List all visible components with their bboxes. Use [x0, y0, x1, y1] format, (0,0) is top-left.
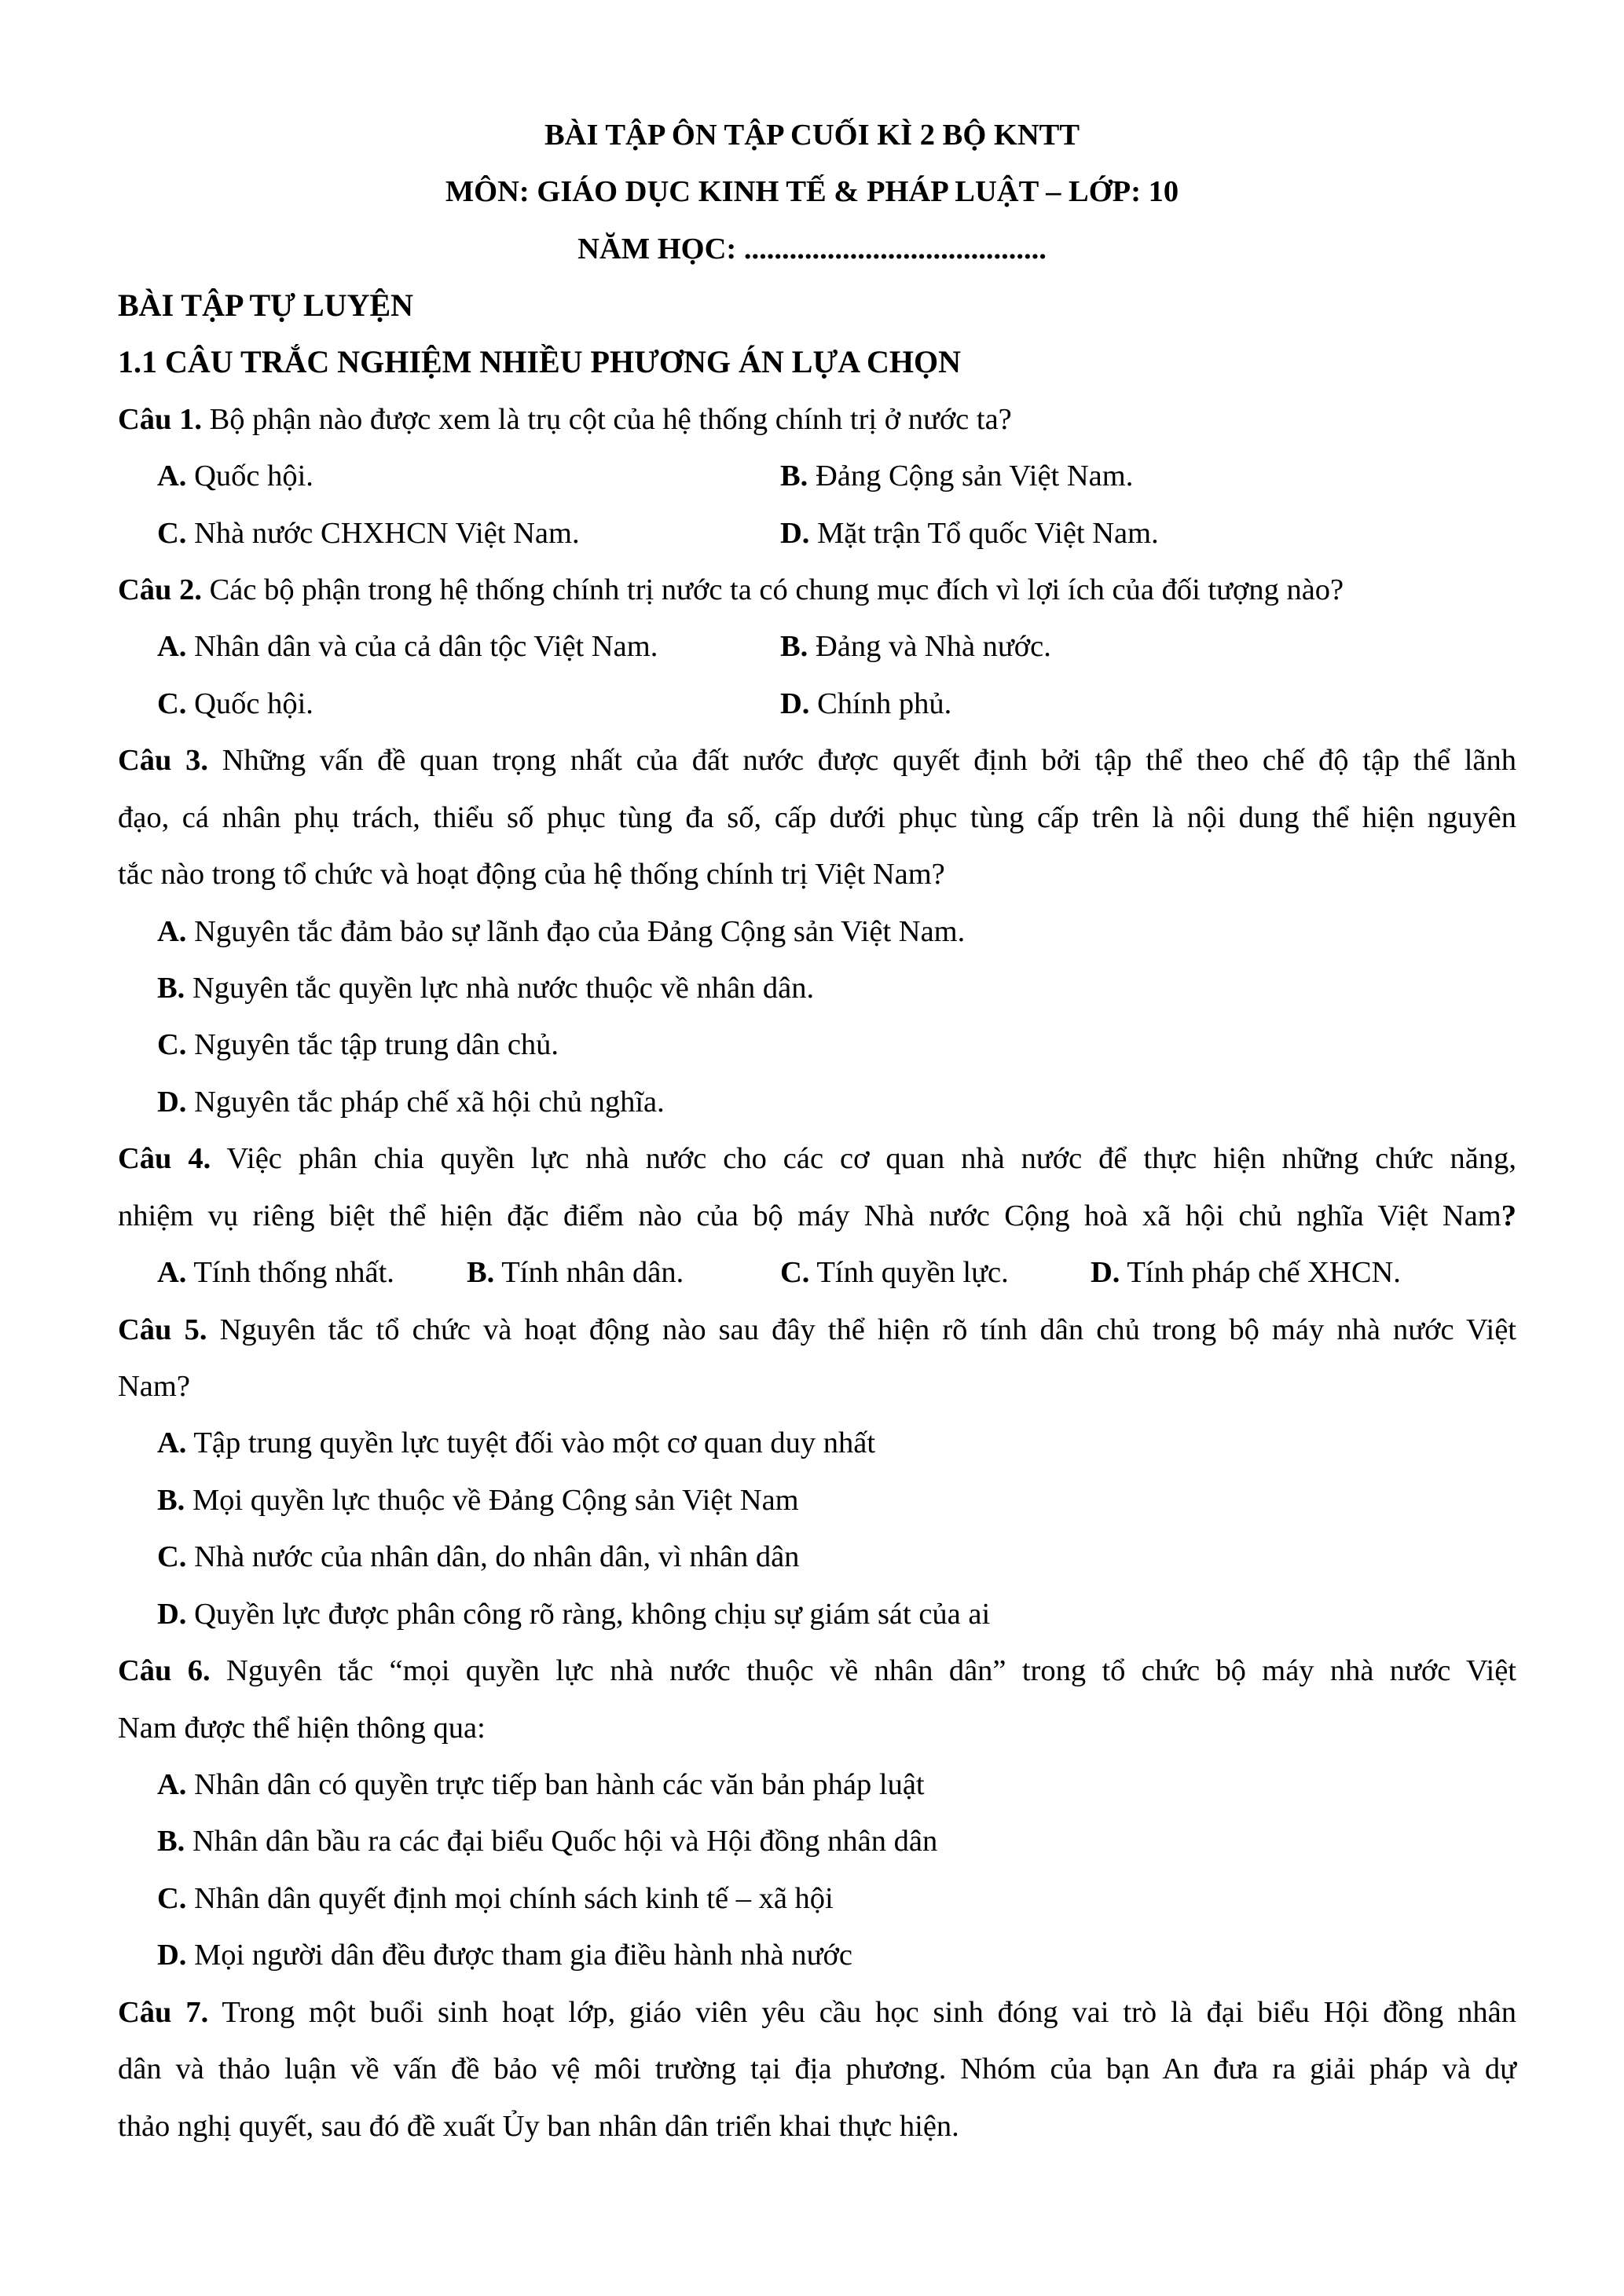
question-7-line-2: dân và thảo luận về vấn đề bảo vệ môi trường tại địa phương. Nhóm của bạn An đưa ra giải pháp và dự — [118, 2052, 1516, 2085]
question-4-line-1: Câu 4. Việc phân chia quyền lực nhà nước cho các cơ quan nhà nước để thực hiện những chức năng, — [118, 1142, 1516, 1175]
q5-option-b: B. Mọi quyền lực thuộc về Đảng Cộng sản Việt Nam — [157, 1484, 799, 1517]
subsection-heading: 1.1 CÂU TRẮC NGHIỆM NHIỀU PHƯƠNG ÁN LỰA CHỌN — [118, 344, 961, 379]
q5-option-a: A. Tập trung quyền lực tuyệt đối vào một cơ quan duy nhất — [157, 1426, 876, 1459]
document-title: BÀI TẬP ÔN TẬP CUỐI KÌ 2 BỘ KNTT — [544, 119, 1080, 152]
q2-option-a: A. Nhân dân và của cả dân tộc Việt Nam. — [157, 630, 658, 663]
q2-option-c: C. Quốc hội. — [157, 687, 313, 720]
question-label: Câu 2. — [118, 573, 202, 606]
question-7-line-3: thảo nghị quyết, sau đó đề xuất Ủy ban nhân dân triển khai thực hiện. — [118, 2110, 959, 2143]
question-label: Câu 4. — [118, 1142, 211, 1175]
q1-option-d: D. Mặt trận Tổ quốc Việt Nam. — [780, 517, 1159, 550]
question-3-line-1: Câu 3. Những vấn đề quan trọng nhất của đất nước được quyết định bởi tập thể theo chế độ tập thể lãnh — [118, 744, 1516, 777]
q3-option-c: C. Nguyên tắc tập trung dân chủ. — [157, 1028, 559, 1061]
question-6-line-2: Nam được thể hiện thông qua: — [118, 1712, 486, 1745]
question-label: Câu 5. — [118, 1313, 207, 1346]
question-3-line-2: đạo, cá nhân phụ trách, thiểu số phục tùng đa số, cấp dưới phục tùng cấp trên là nội dung thể hiện nguyên — [118, 801, 1516, 834]
question-text: Các bộ phận trong hệ thống chính trị nước ta có chung mục đích vì lợi ích của đối tượng nào? — [201, 573, 1344, 606]
q4-option-d: D. Tính pháp chế XHCN. — [1091, 1256, 1401, 1289]
document-school-year: NĂM HỌC: ........................................ — [577, 233, 1047, 265]
question-5-line-2: Nam? — [118, 1370, 190, 1403]
q2-option-b: B. Đảng và Nhà nước. — [780, 630, 1051, 663]
q6-option-c: C. Nhân dân quyết định mọi chính sách kinh tế – xã hội — [157, 1882, 834, 1915]
document-subject: MÔN: GIÁO DỤC KINH TẾ & PHÁP LUẬT – LỚP: 10 — [445, 175, 1179, 208]
question-3-line-3: tắc nào trong tổ chức và hoạt động của hệ thống chính trị Việt Nam? — [118, 858, 945, 891]
q3-option-b: B. Nguyên tắc quyền lực nhà nước thuộc về nhân dân. — [157, 972, 815, 1005]
question-label: Câu 3. — [118, 744, 209, 777]
q6-option-a: A. Nhân dân có quyền trực tiếp ban hành các văn bản pháp luật — [157, 1768, 925, 1801]
question-4-line-2: nhiệm vụ riêng biệt thể hiện đặc điểm nào của bộ máy Nhà nước Cộng hoà xã hội chủ nghĩa Việt Nam? — [118, 1199, 1516, 1232]
q5-option-c: C. Nhà nước của nhân dân, do nhân dân, vì nhân dân — [157, 1540, 800, 1573]
q3-option-d: D. Nguyên tắc pháp chế xã hội chủ nghĩa. — [157, 1086, 665, 1119]
q3-option-a: A. Nguyên tắc đảm bảo sự lãnh đạo của Đảng Cộng sản Việt Nam. — [157, 915, 966, 948]
q4-option-a: A. Tính thống nhất. — [157, 1256, 394, 1289]
question-text: Bộ phận nào được xem là trụ cột của hệ thống chính trị ở nước ta? — [201, 403, 1012, 436]
question-2 — [118, 570, 1516, 610]
question-label: Câu 1. — [118, 403, 202, 436]
question-6-line-1: Câu 6. Nguyên tắc “mọi quyền lực nhà nước thuộc về nhân dân” trong tổ chức bộ máy nhà nước Việt — [118, 1654, 1516, 1687]
question-label: Câu 7. — [118, 1996, 209, 2029]
q4-option-c: C. Tính quyền lực. — [780, 1256, 1009, 1289]
q1-option-b: B. Đảng Cộng sản Việt Nam. — [780, 460, 1134, 493]
q1-option-a: A. Quốc hội. — [157, 460, 313, 493]
q2-option-d: D. Chính phủ. — [780, 687, 952, 720]
question-5-line-1: Câu 5. Nguyên tắc tổ chức và hoạt động nào sau đây thể hiện rõ tính dân chủ trong bộ máy nhà nước Việt — [118, 1313, 1516, 1346]
question-label: Câu 6. — [118, 1654, 211, 1687]
q4-option-b: B. Tính nhân dân. — [467, 1256, 684, 1289]
question-1 — [118, 400, 1516, 439]
q1-option-c: C. Nhà nước CHXHCN Việt Nam. — [157, 517, 580, 550]
section-heading: BÀI TẬP TỰ LUYỆN — [118, 287, 414, 323]
q6-option-d: D. Mọi người dân đều được tham gia điều hành nhà nước — [157, 1939, 852, 1972]
q5-option-d: D. Quyền lực được phân công rõ ràng, không chịu sự giám sát của ai — [157, 1598, 991, 1631]
q6-option-b: B. Nhân dân bầu ra các đại biểu Quốc hội và Hội đồng nhân dân — [157, 1825, 938, 1858]
question-7-line-1: Câu 7. Trong một buổi sinh hoạt lớp, giáo viên yêu cầu học sinh đóng vai trò là đại biểu Hội đồng nhân — [118, 1996, 1517, 2029]
